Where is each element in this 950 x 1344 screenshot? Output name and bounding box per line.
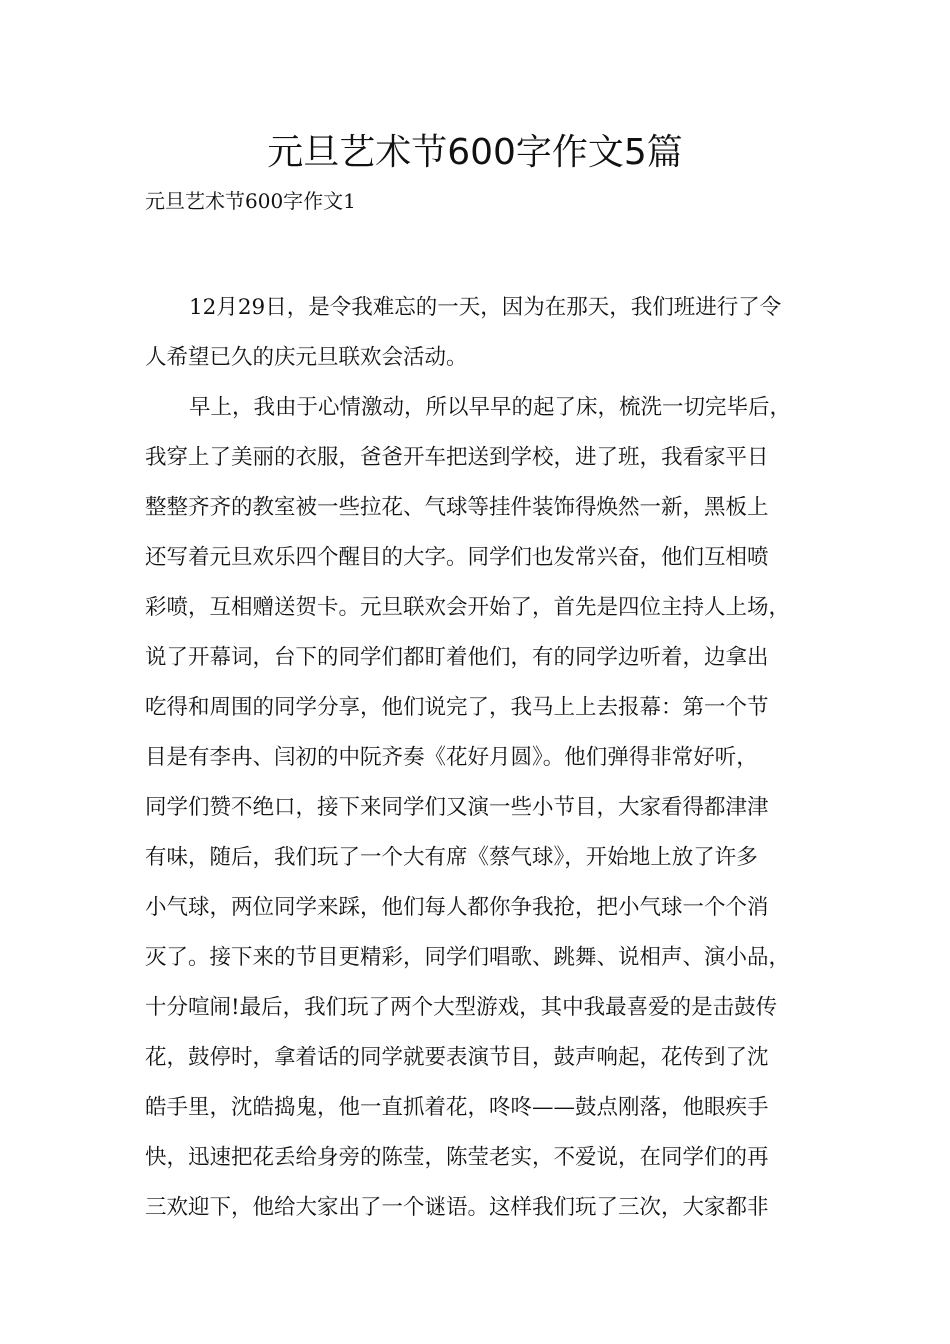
text-line: 吃得和周围的同学分享，他们说完了，我马上上去报幕：第一个节 <box>145 695 769 720</box>
essay-body <box>145 283 825 1233</box>
text-line: 12月29日，是令我难忘的一天，因为在那天，我们班进行了令 <box>189 295 782 320</box>
text-line: 同学们赞不绝口，接下来同学们又演一些小节目，大家看得都津津 <box>145 795 769 820</box>
text-line: 人希望已久的庆元旦联欢会活动。 <box>145 345 468 370</box>
text-line: 灭了。接下来的节目更精彩，同学们唱歌、跳舞、说相声、演小品， <box>145 945 791 970</box>
text-line: 我穿上了美丽的衣服，爸爸开车把送到学校，进了班，我看家平日 <box>145 445 769 470</box>
text-line: 早上，我由于心情激动，所以早早的起了床，梳洗一切完毕后， <box>189 395 792 420</box>
text-line: 十分喧闹!最后，我们玩了两个大型游戏，其中我最喜爱的是击鼓传 <box>145 995 778 1020</box>
text-line: 整整齐齐的教室被一些拉花、气球等挂件装饰得焕然一新，黑板上 <box>145 495 769 520</box>
text-line: 三欢迎下，他给大家出了一个谜语。这样我们玩了三次，大家都非 <box>145 1195 769 1220</box>
text-line: 快，迅速把花丢给身旁的陈莹，陈莹老实，不爱说，在同学们的再 <box>145 1145 769 1170</box>
text-line: 还写着元旦欢乐四个醒目的大字。同学们也发常兴奋，他们互相喷 <box>145 545 769 570</box>
essay-subtitle: 元旦艺术节600字作文1 <box>145 189 356 213</box>
text-line: 花，鼓停时，拿着话的同学就要表演节目，鼓声响起，花传到了沈 <box>145 1045 769 1070</box>
text-line: 小气球，两位同学来踩，他们每人都你争我抢，把小气球一个个消 <box>145 895 769 920</box>
text-line: 目是有李冉、闫初的中阮齐奏《花好月圆》。他们弹得非常好听， <box>145 745 758 770</box>
text-line: 皓手里，沈皓捣鬼，他一直抓着花，咚咚——鼓点刚落，他眼疾手 <box>145 1095 769 1120</box>
document-title: 元旦艺术节600字作文5篇 <box>267 132 683 173</box>
text-line: 有味，随后，我们玩了一个大有席《蔡气球》，开始地上放了许多 <box>145 845 758 870</box>
text-line: 说了开幕词，台下的同学们都盯着他们，有的同学边听着，边拿出 <box>145 645 769 670</box>
text-line: 彩喷，互相赠送贺卡。元旦联欢会开始了，首先是四位主持人上场， <box>145 595 791 620</box>
